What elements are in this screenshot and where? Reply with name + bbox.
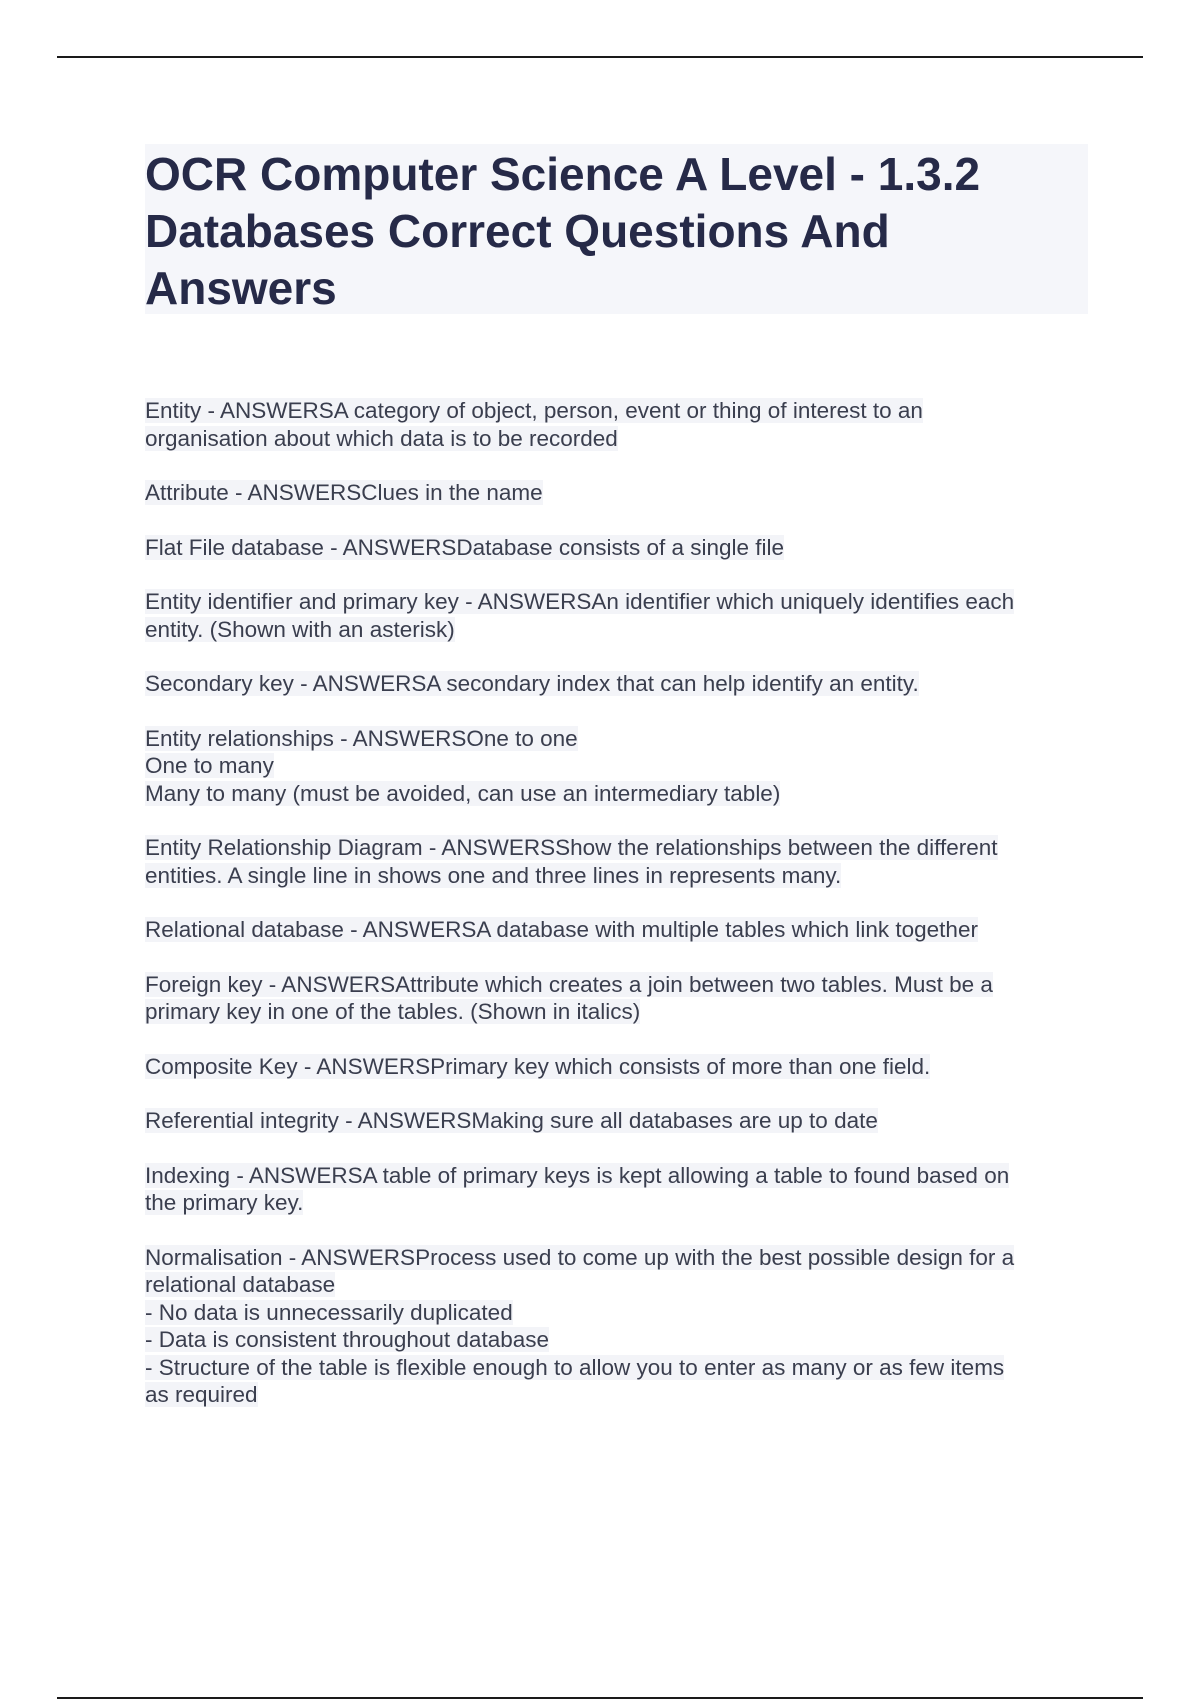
qa-line-text: Secondary key - ANSWERSA secondary index that can help identify an entity. — [145, 671, 919, 696]
qa-line-text: as required — [145, 1382, 258, 1407]
qa-line-text: Indexing - ANSWERSA table of primary keys is kept allowing a table to found based on — [145, 1162, 1010, 1188]
qa-line-text: Foreign key - ANSWERSAttribute which creates a join between two tables. Must be a — [145, 971, 993, 997]
qa-line-text: - Structure of the table is flexible enough to allow you to enter as many or as few items — [145, 1354, 1005, 1380]
qa-line — [145, 1244, 1090, 1272]
qa-line-text: Relational database - ANSWERSA database with multiple tables which link together — [145, 917, 978, 942]
qa-line — [145, 1271, 1090, 1299]
qa-line-text: Referential integrity - ANSWERSMaking sure all databases are up to date — [145, 1108, 878, 1133]
qa-line-text: the primary key. — [145, 1190, 304, 1215]
qa-line — [145, 1354, 1090, 1382]
qa-list — [145, 397, 1090, 1436]
qa-line-text: entity. (Shown with an asterisk) — [145, 616, 455, 642]
qa-entry — [145, 479, 1090, 507]
qa-line — [145, 780, 1090, 808]
qa-line — [145, 1326, 1090, 1354]
qa-line — [145, 916, 1090, 944]
qa-line-text: Entity identifier and primary key - ANSWERSAn identifier which uniquely identifies each — [145, 589, 1015, 614]
qa-line-text: Many to many (must be avoided, can use an intermediary table) — [145, 780, 781, 806]
qa-line-text: - No data is unnecessarily duplicated — [145, 1299, 513, 1325]
qa-line-text: entities. A single line in shows one and three lines in represents many. — [145, 862, 842, 888]
qa-entry — [145, 1107, 1090, 1135]
qa-line — [145, 1381, 1090, 1409]
qa-entry — [145, 834, 1090, 889]
qa-line — [145, 670, 1090, 698]
qa-line — [145, 616, 1090, 644]
qa-line-text: primary key in one of the tables. (Shown in italics) — [145, 999, 641, 1024]
qa-entry — [145, 916, 1090, 944]
qa-entry — [145, 1162, 1090, 1217]
qa-line — [145, 397, 1090, 425]
qa-line-text: relational database — [145, 1272, 336, 1297]
qa-line — [145, 534, 1090, 562]
qa-line-text: Attribute - ANSWERSClues in the name — [145, 480, 543, 505]
qa-line-text: Entity Relationship Diagram - ANSWERSShow the relationships between the different — [145, 835, 998, 860]
qa-line-text: Composite Key - ANSWERSPrimary key which consists of more than one field. — [145, 1053, 931, 1079]
qa-line — [145, 1162, 1090, 1190]
qa-line-text: Normalisation - ANSWERSProcess used to come up with the best possible design for a — [145, 1244, 1015, 1270]
qa-entry — [145, 588, 1090, 643]
qa-entry — [145, 1244, 1090, 1409]
qa-line — [145, 1107, 1090, 1135]
qa-line — [145, 1053, 1090, 1081]
qa-line — [145, 752, 1090, 780]
qa-line-text: One to many — [145, 753, 274, 778]
qa-line-text: - Data is consistent throughout database — [145, 1327, 550, 1352]
qa-line-text: Flat File database - ANSWERSDatabase consists of a single file — [145, 534, 785, 560]
qa-line — [145, 1299, 1090, 1327]
qa-line — [145, 588, 1090, 616]
qa-entry — [145, 971, 1090, 1026]
qa-entry — [145, 534, 1090, 562]
qa-line — [145, 971, 1090, 999]
qa-line — [145, 834, 1090, 862]
qa-line-text: Entity relationships - ANSWERSOne to one — [145, 725, 578, 751]
qa-line — [145, 479, 1090, 507]
qa-entry — [145, 670, 1090, 698]
qa-line — [145, 725, 1090, 753]
bottom-rule — [57, 1697, 1143, 1699]
qa-line-text: organisation about which data is to be recorded — [145, 425, 618, 451]
qa-line — [145, 862, 1090, 890]
qa-line-text: Entity - ANSWERSA category of object, person, event or thing of interest to an — [145, 398, 923, 423]
qa-line — [145, 998, 1090, 1026]
document-title: OCR Computer Science A Level - 1.3.2 Databases Correct Questions And Answers — [145, 148, 981, 314]
qa-entry — [145, 725, 1090, 808]
qa-line — [145, 425, 1090, 453]
top-rule — [57, 56, 1143, 58]
qa-entry — [145, 1053, 1090, 1081]
qa-entry — [145, 397, 1090, 452]
qa-line — [145, 1189, 1090, 1217]
